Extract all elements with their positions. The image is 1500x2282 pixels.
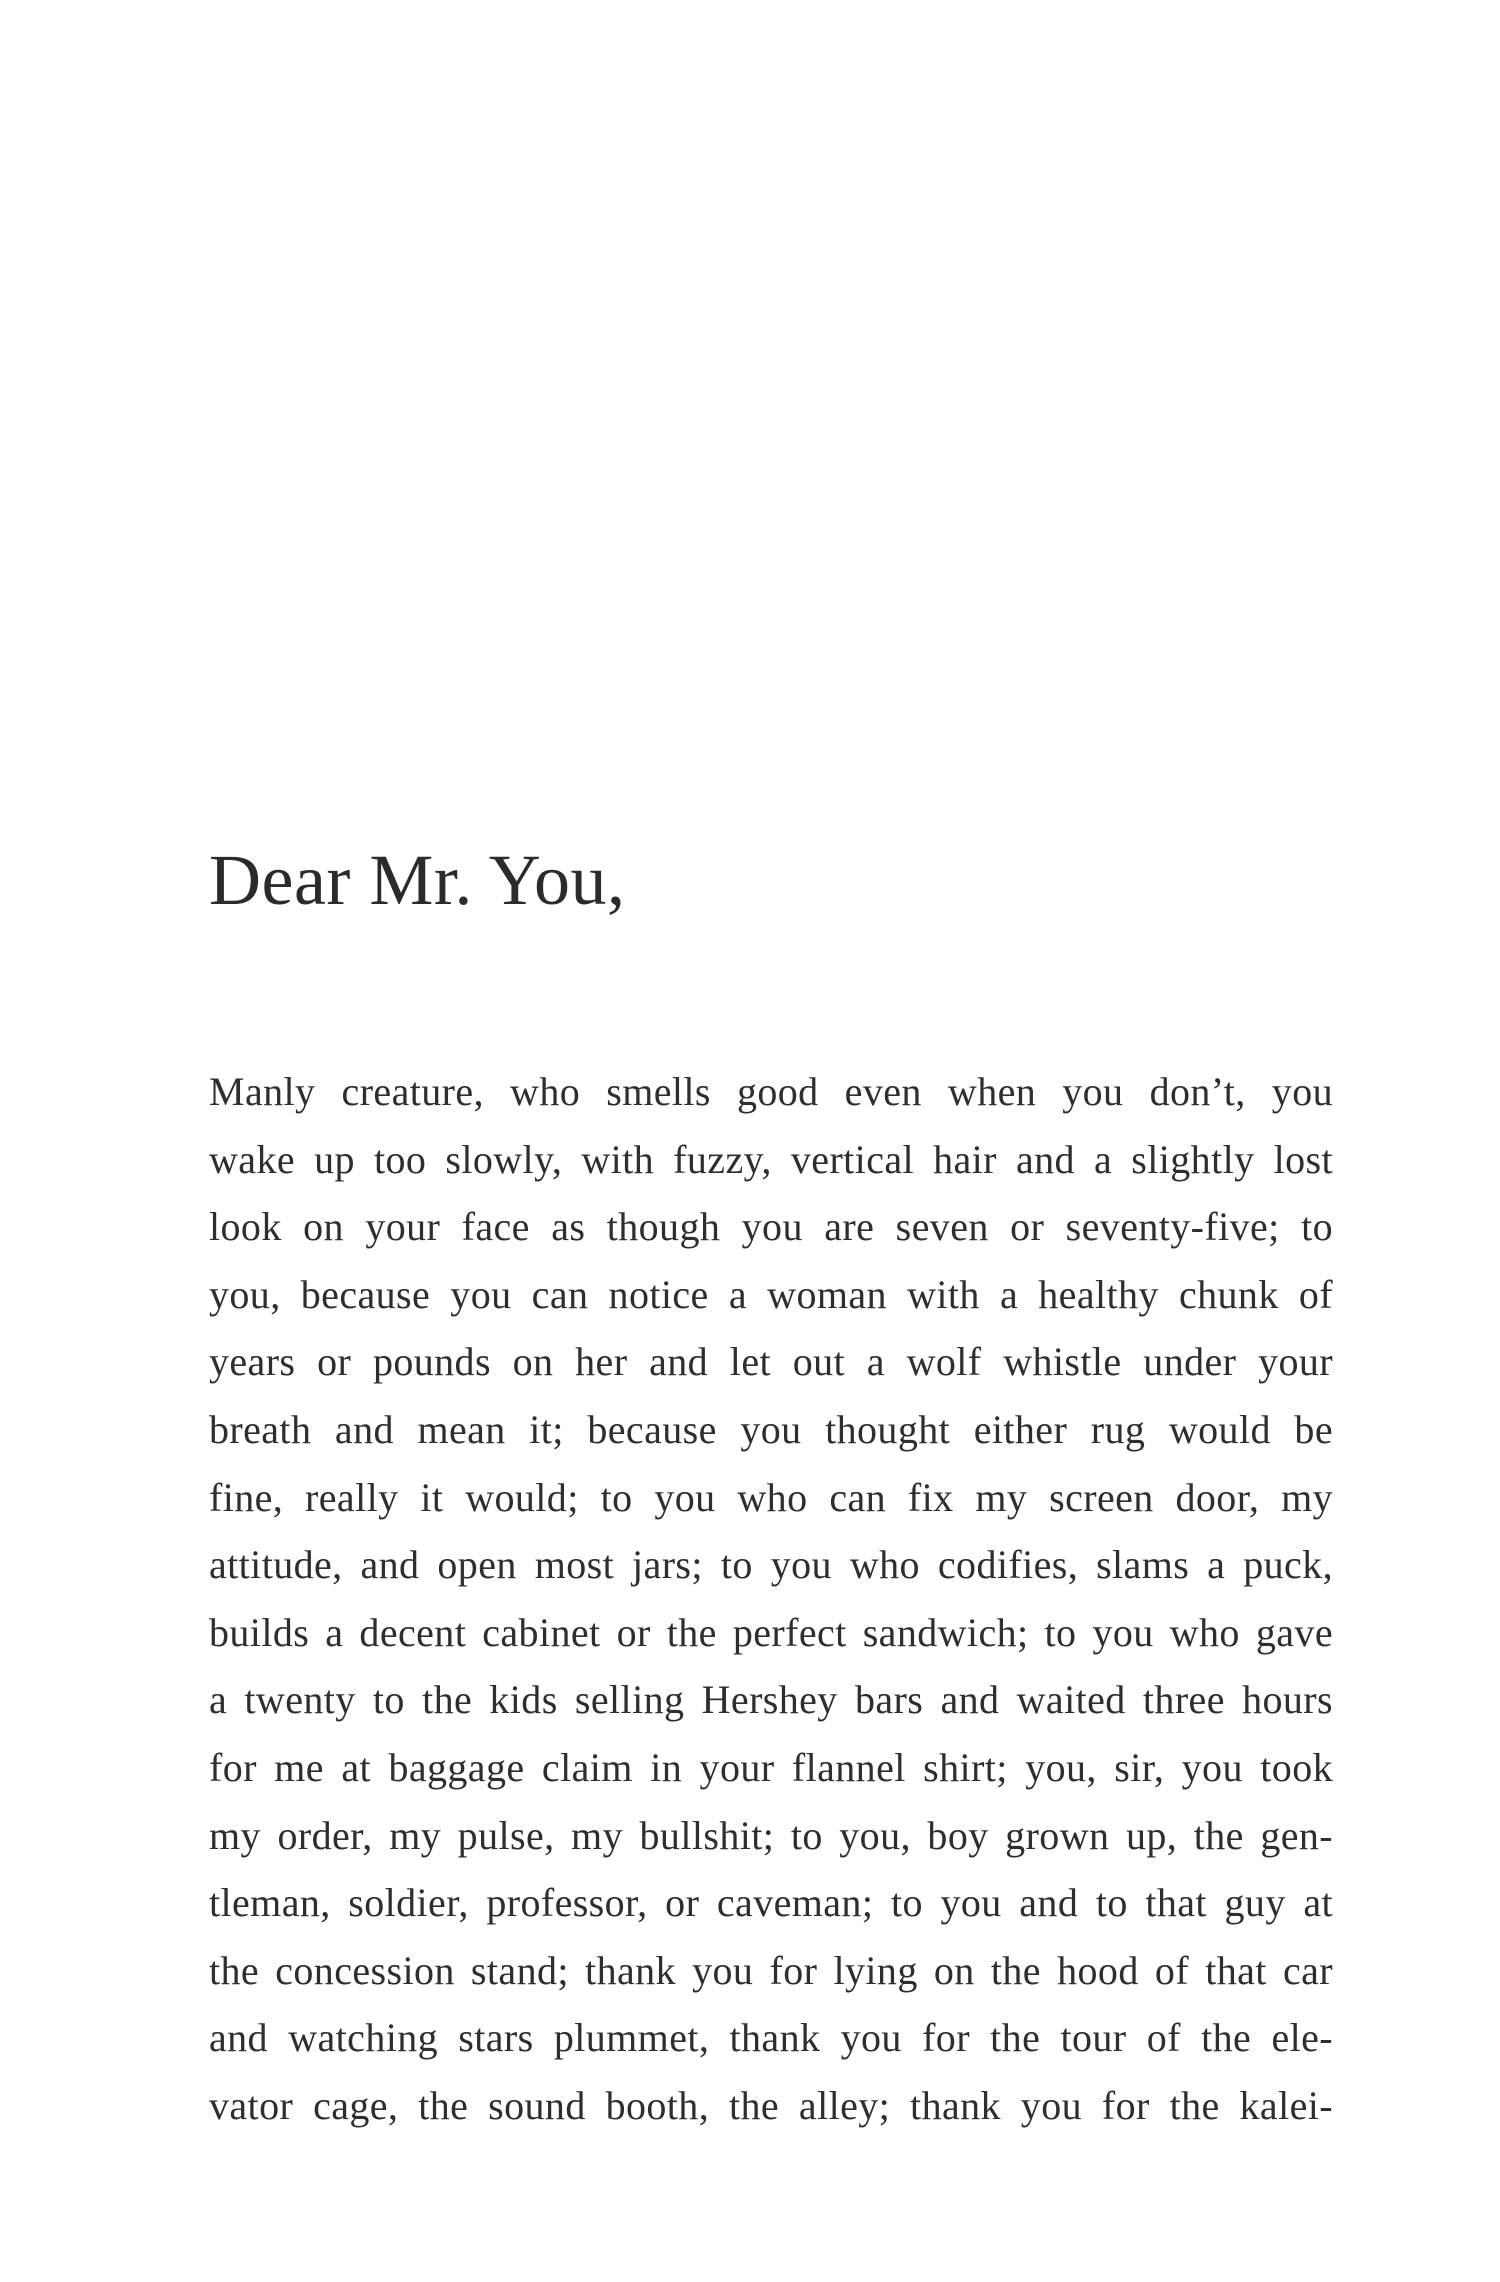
body-line: the concession stand; thank you for lying on the hood of that car xyxy=(209,1947,1333,1993)
body-line: you, because you can notice a woman with a healthy chunk of xyxy=(209,1271,1333,1317)
body-line: and watching stars plummet, thank you for the tour of the ele- xyxy=(209,2015,1333,2061)
body-line: Manly creature, who smells good even when you don’t, you xyxy=(209,1069,1333,1114)
body-line: look on your face as though you are seven or seventy-five; to xyxy=(209,1204,1333,1250)
body-line: vator cage, the sound booth, the alley; thank you for the kalei- xyxy=(209,2082,1333,2128)
body-line: attitude, and open most jars; to you who codifies, slams a puck, xyxy=(209,1542,1333,1588)
body-line: tleman, soldier, professor, or caveman; to you and to that guy at xyxy=(209,1880,1333,1926)
body-line: wake up too slowly, with fuzzy, vertical hair and a slightly lost xyxy=(209,1136,1333,1182)
letter-body xyxy=(209,1058,1333,2140)
body-line: fine, really it would; to you who can fix my screen door, my xyxy=(209,1474,1333,1520)
body-line: builds a decent cabinet or the perfect sandwich; to you who gave xyxy=(209,1609,1333,1655)
body-line: a twenty to the kids selling Hershey bars and waited three hours xyxy=(209,1677,1333,1723)
body-line: my order, my pulse, my bullshit; to you, boy grown up, the gen- xyxy=(209,1812,1333,1858)
body-line: breath and mean it; because you thought either rug would be xyxy=(209,1406,1333,1452)
letter-salutation: Dear Mr. You, xyxy=(209,840,626,920)
body-line: for me at baggage claim in your flannel shirt; you, sir, you took xyxy=(209,1744,1333,1790)
body-line: years or pounds on her and let out a wolf whistle under your xyxy=(209,1339,1333,1385)
